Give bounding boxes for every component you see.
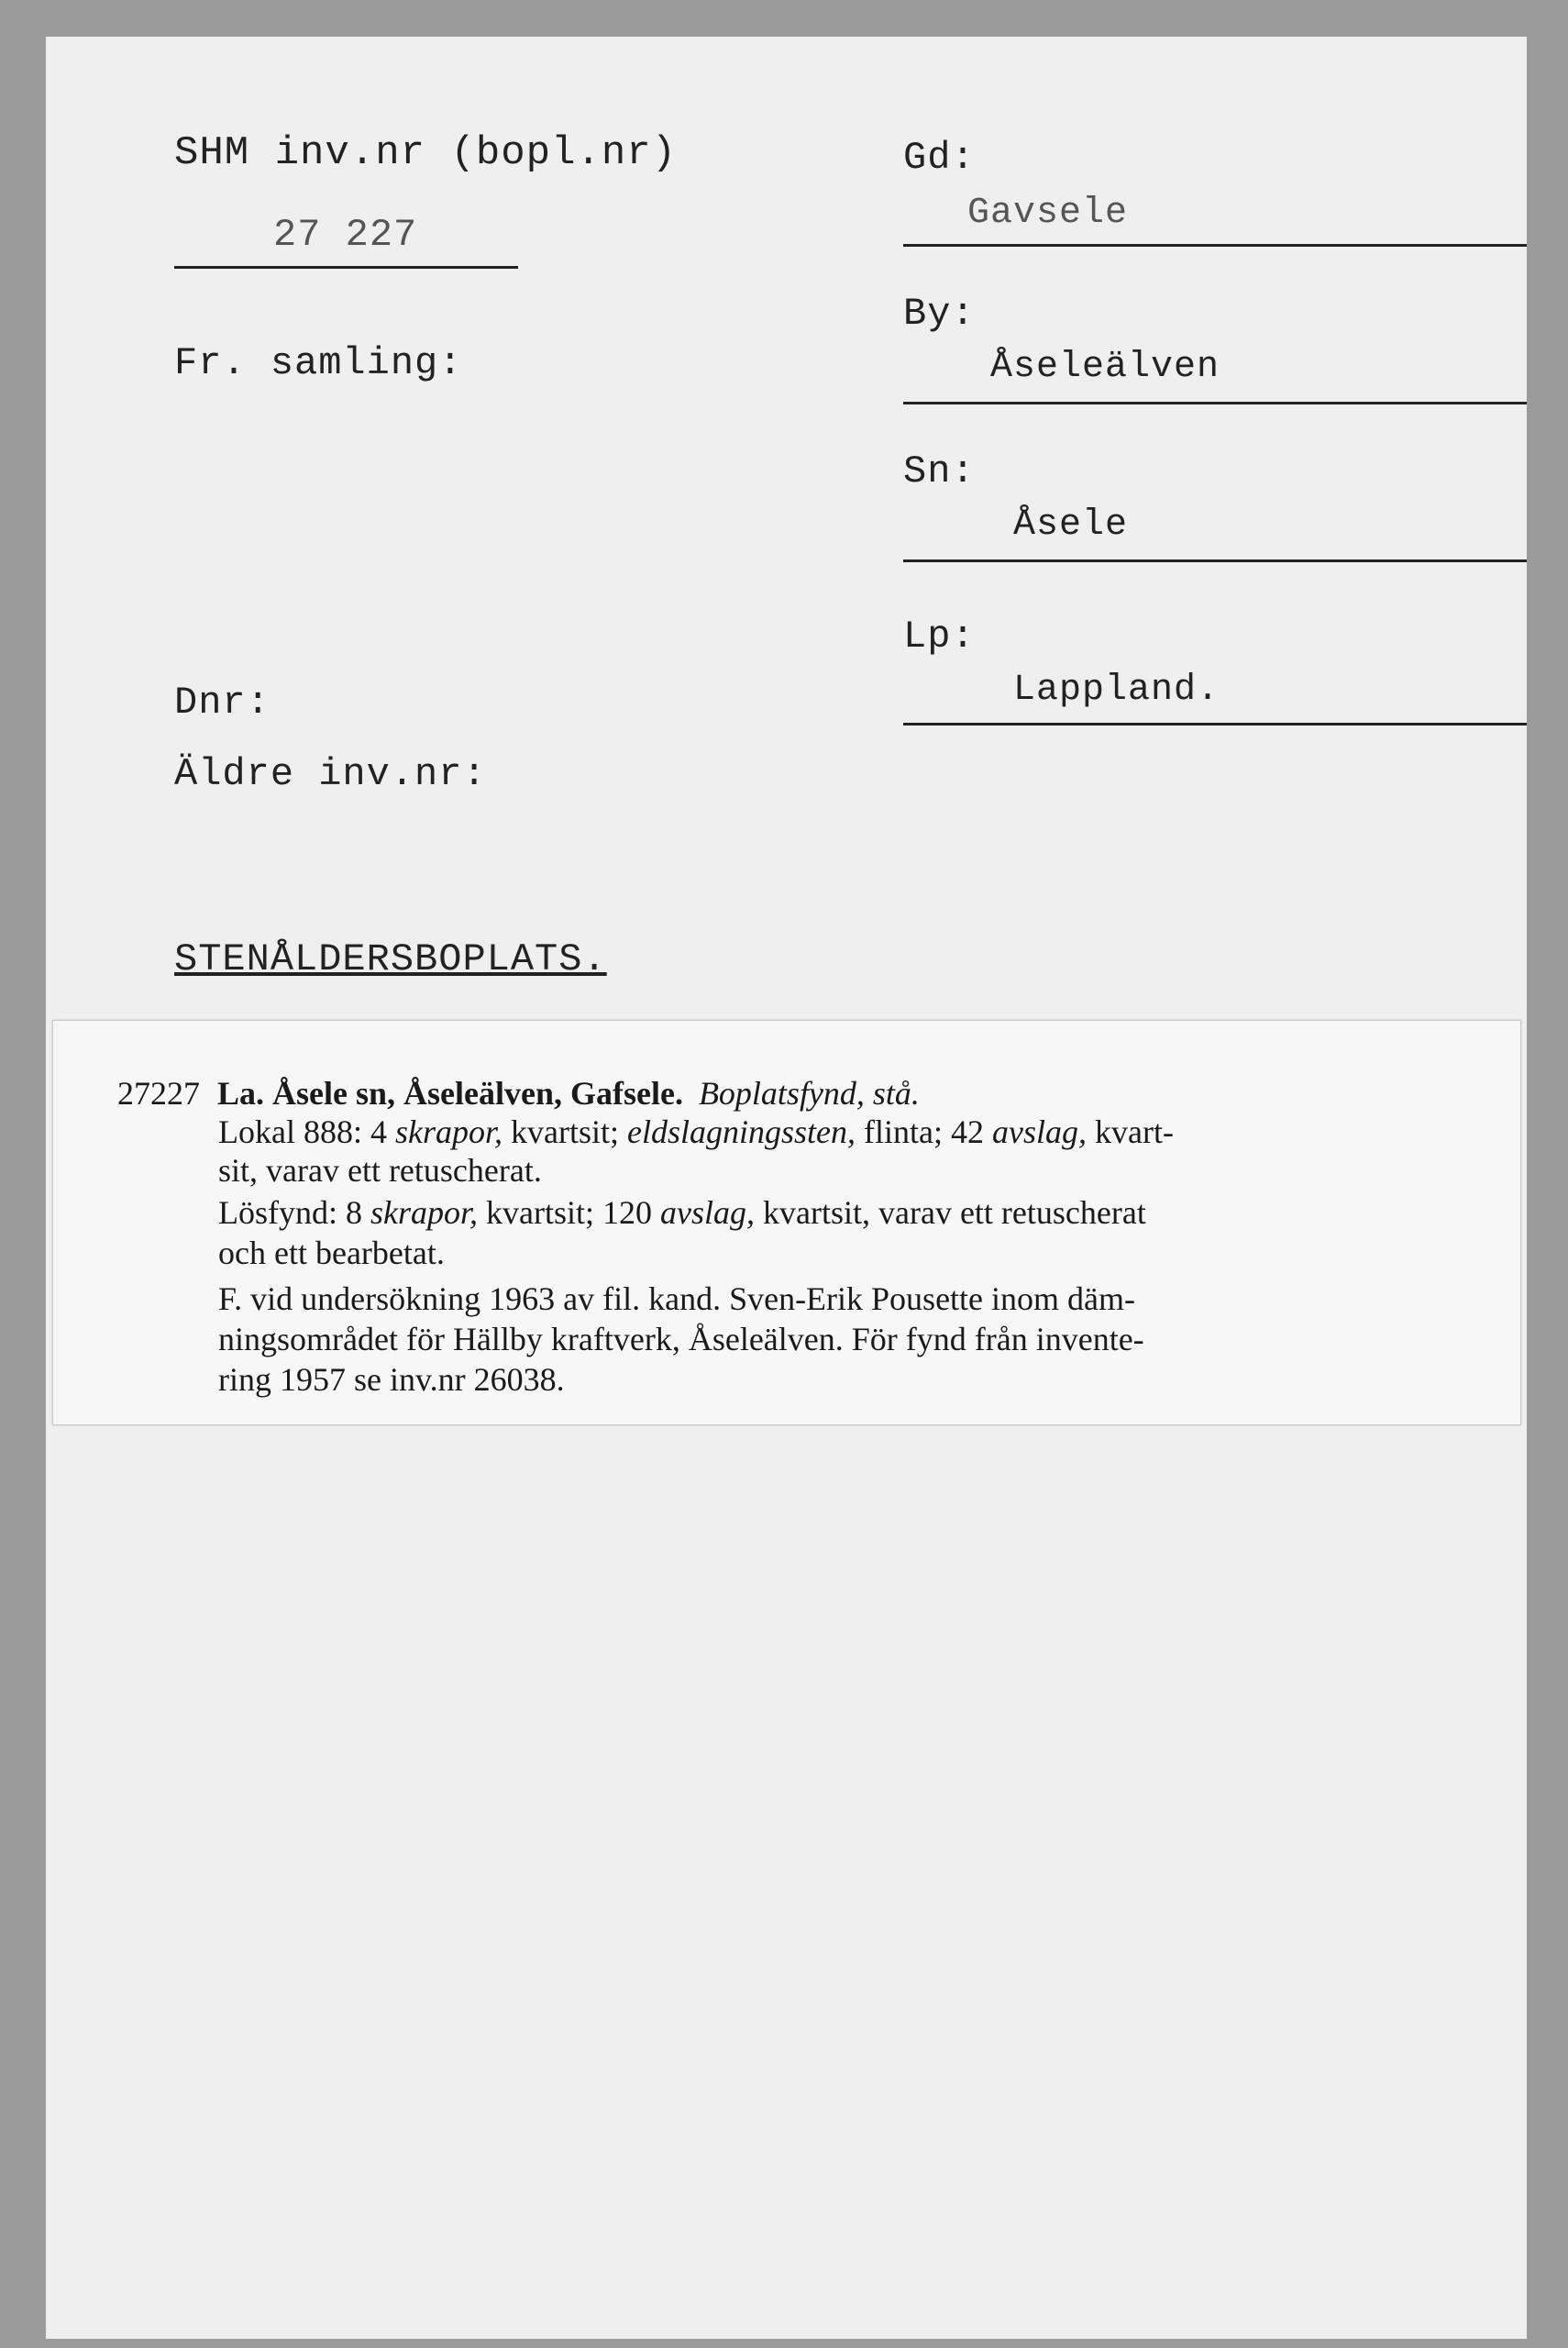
clipping-title: La. Åsele sn, Åseleälven, Gafsele. bbox=[217, 1075, 683, 1112]
printed-clipping bbox=[52, 1020, 1521, 1425]
clipping-find-type: Boplatsfynd, stå. bbox=[698, 1075, 920, 1112]
by-label: By: bbox=[903, 292, 976, 336]
sn-rule bbox=[903, 559, 1527, 562]
clipping-line-5: F. vid undersökning 1963 av fil. kand. Sven-Erik Pousette inom däm- bbox=[218, 1280, 1136, 1317]
sn-label: Sn: bbox=[903, 449, 976, 493]
clipping-text: flinta; 42 bbox=[856, 1113, 992, 1150]
by-value: Åseleälven bbox=[990, 347, 1220, 388]
clipping-italic: avslag, bbox=[991, 1113, 1087, 1150]
sn-value: Åsele bbox=[1013, 504, 1129, 546]
dnr-label: Dnr: bbox=[174, 681, 271, 725]
by-rule bbox=[903, 402, 1527, 404]
lp-label: Lp: bbox=[903, 615, 976, 659]
gd-label: Gd: bbox=[903, 136, 976, 180]
clipping-number: 27227 bbox=[117, 1075, 200, 1112]
clipping-line-1 bbox=[218, 1113, 1174, 1151]
inv-number: 27 227 bbox=[273, 213, 418, 257]
clipping-text: kvartsit; 120 bbox=[478, 1194, 661, 1231]
clipping-line-7: ring 1957 se inv.nr 26038. bbox=[218, 1361, 565, 1398]
fr-samling-label: Fr. samling: bbox=[174, 341, 463, 385]
clipping-text: kvartsit; bbox=[502, 1113, 627, 1150]
clipping-line-6: ningsområdet för Hällby kraftverk, Åseleälven. För fynd från invente- bbox=[218, 1321, 1144, 1357]
clipping-text: kvartsit, varav ett retuscherat bbox=[755, 1194, 1146, 1231]
inv-number-rule bbox=[174, 266, 518, 269]
lp-value: Lappland. bbox=[1013, 670, 1220, 711]
lp-rule bbox=[903, 723, 1527, 725]
clipping-line-3 bbox=[218, 1193, 1146, 1232]
clipping-italic: skrapor, bbox=[370, 1194, 479, 1231]
site-type-heading: STENÅLDERSBOPLATS. bbox=[174, 937, 607, 981]
clipping-text: Lokal 888: 4 bbox=[218, 1113, 395, 1150]
clipping-line-4: och ett bearbetat. bbox=[218, 1235, 445, 1271]
inv-label: SHM inv.nr (bopl.nr) bbox=[174, 130, 678, 176]
clipping-italic: skrapor, bbox=[394, 1113, 503, 1150]
gd-rule bbox=[903, 244, 1527, 247]
clipping-line-2: sit, varav ett retuscherat. bbox=[218, 1152, 542, 1189]
clipping-text: Lösfynd: 8 bbox=[218, 1194, 370, 1231]
gd-value: Gavsele bbox=[967, 193, 1129, 234]
clipping-italic: avslag, bbox=[660, 1194, 756, 1231]
clipping-text: kvart- bbox=[1086, 1113, 1174, 1150]
aldre-inv-label: Äldre inv.nr: bbox=[174, 752, 487, 796]
clipping-italic: eldslagningssten, bbox=[627, 1113, 856, 1150]
